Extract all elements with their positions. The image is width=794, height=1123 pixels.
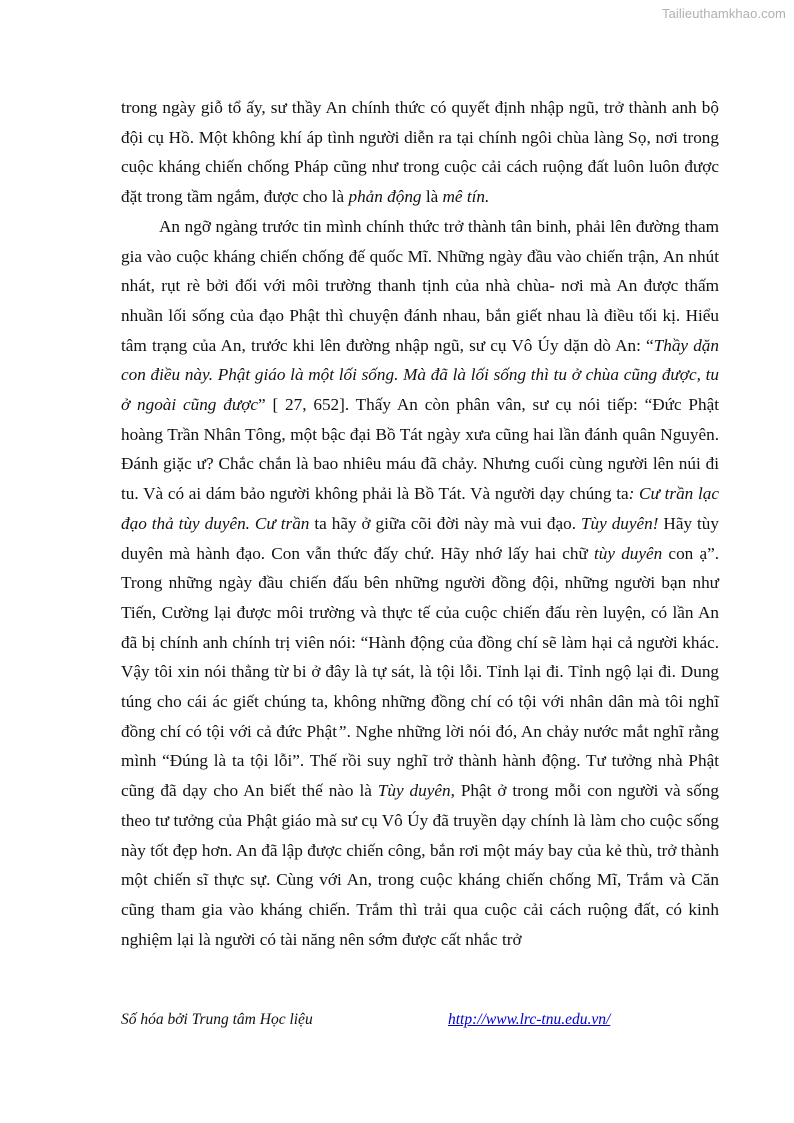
text-run: ta hãy ở giữa cõi đời này mà vui đạo. xyxy=(309,513,581,533)
text-run: . Nghe những lời nói đó, An chảy nước mắt nghĩ rằng mình “Đúng là ta tội lỗi”. Thế rồi suy nghĩ trở thành hành động. Tư tưởng nhà Phật cũng đã dạy cho An biết thế nào là xyxy=(121,721,719,801)
italic-text-run: mê tín. xyxy=(442,187,490,207)
document-body xyxy=(121,93,719,954)
watermark-text: Tailieuthamkhao.com xyxy=(661,6,786,21)
paragraph-1 xyxy=(121,93,719,212)
text-run: là xyxy=(421,187,443,207)
footer-source-label: Số hóa bởi Trung tâm Học liệu xyxy=(121,1011,313,1028)
text-run: trong ngày giỗ tổ ấy, sư thầy An chính thức có quyết định nhập ngũ, trở thành anh bộ đội cụ Hồ. Một không khí áp tình người diễn ra tại chính ngôi chùa làng Sọ, nơi trong cuộc kháng chiến chống Pháp cũng như trong cuộc cải cách ruộng đất luôn luôn được đặt trong tầm ngắm, được cho là xyxy=(121,98,719,207)
footer-website-link[interactable]: http://www.lrc-tnu.edu.vn/ xyxy=(448,1011,611,1028)
italic-text-run: tùy duyên xyxy=(594,543,663,563)
text-run: Hãy tùy duyên mà hành đạo. Con vẫn thức đấy chứ. Hãy nhớ lấy hai chữ xyxy=(121,513,719,563)
text-run: An ngỡ ngàng trước tin mình chính thức trở thành tân binh, phải lên đường tham gia vào cuộc kháng chiến chống đế quốc Mĩ. Những ngày đầu vào chiến trận, An nhút nhát, rụt rè bởi đối với môi trường thanh tịnh của nhà chùa- nơi mà An được thấm nhuần lối sống của đạo Phật thì chuyện đánh nhau, bắn giết nhau là điều tối kị. Hiểu tâm trạng của An, trước khi lên đường nhập ngũ, sư cụ Vô Úy dặn dò An: “ xyxy=(121,216,719,355)
italic-text-run: Tùy duyên! xyxy=(580,513,659,533)
paragraph-2 xyxy=(121,212,719,955)
italic-text-run: Thầy dặn con điều này. Phật giáo là một lối sống. Mà đã là lối sống thì tu ở chùa cũng được, tu ở ngoài cũng được xyxy=(121,335,719,415)
italic-text-run: ” xyxy=(337,721,347,741)
italic-text-run: phản động xyxy=(348,187,422,207)
italic-text-run: Tùy duyên xyxy=(377,781,451,801)
text-run: , Phật ở trong mỗi con người và sống theo tư tưởng của Phật giáo mà sư cụ Vô Úy đã truyền dạy chính là làm cho cuộc sống này tốt đẹp hơn. An đã lập được chiến công, bắn rơi một máy bay của kẻ thù, trở thành một chiến sĩ thực sự. Cùng với An, trong cuộc kháng chiến chống Mĩ, Trắm và Căn cũng tham gia vào kháng chiến. Trắm thì trải qua cuộc cải cách ruộng đất, có kinh nghiệm lại là người có tài năng nên sớm được cất nhắc trở xyxy=(121,781,719,949)
italic-text-run: : Cư trần lạc đạo thả tùy duyên. Cư trần xyxy=(121,484,719,533)
text-run: con ạ”. Trong những ngày đầu chiến đấu bên những người đồng đội, những người bạn như Tiến, Cường lại được môi trường và thực tế của cuộc chiến đấu rèn luyện, có lần An đã bị chính anh chính trị viên nói: “Hành động của đồng chí sẽ làm hại cả người khác. Vậy tôi xin nói thẳng từ bi ở đây là tự sát, là tội lỗi. Tỉnh lại đi. Tỉnh ngộ lại đi. Dung túng cho cái ác giết chúng ta, không những đồng chí có tội với nhân dân mà tôi nghĩ đồng chí có tội với cả đức Phật xyxy=(121,543,719,741)
text-run: ” [ 27, 652]. Thấy An còn phân vân, sư cụ nói tiếp: “Đức Phật hoàng Trần Nhân Tông, một bậc đại Bồ Tát ngày xưa cũng hai lần đánh quân Nguyên. Đánh giặc ư? Chắc chắn là bao nhiêu máu đã chảy. Nhưng cuối cùng người lên núi đi tu. Và có ai dám bảo người không phải là Bồ Tát. Và người dạy chúng ta xyxy=(121,395,719,504)
